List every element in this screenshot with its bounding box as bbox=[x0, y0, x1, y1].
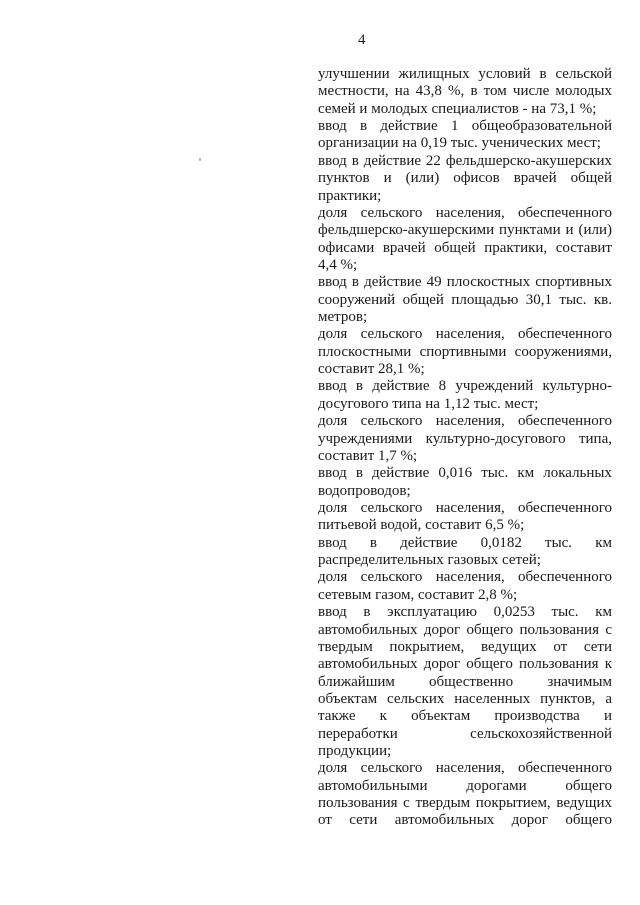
text-line: распределительных газовых сетей; bbox=[318, 552, 541, 569]
text-line: объектам сельских населенных пунктов, а bbox=[318, 690, 612, 707]
paragraph bbox=[318, 760, 612, 829]
text-line: ввод в действие 0,0182 тыс. км bbox=[318, 534, 612, 551]
page-number: 4 bbox=[358, 32, 366, 48]
text-line: метров; bbox=[318, 309, 368, 326]
text-line: от сети автомобильных дорог общего bbox=[318, 812, 612, 829]
text-line: ввод в действие 22 фельдшерско-акушерских bbox=[318, 152, 612, 169]
text-line: ввод в действие 49 плоскостных спортивных bbox=[318, 274, 612, 291]
text-line: пунктов и (или) офисов врачей общей bbox=[318, 170, 612, 187]
text-line: 4,4 %; bbox=[318, 256, 358, 273]
paragraph bbox=[318, 378, 612, 413]
text-line: доля сельского населения, обеспеченного bbox=[318, 760, 612, 777]
text-line: плоскостными спортивными сооружениями, bbox=[318, 343, 612, 360]
text-line: доля сельского населения, обеспеченного bbox=[318, 569, 612, 586]
text-line: сооружений общей площадью 30,1 тыс. кв. bbox=[318, 291, 612, 308]
text-line: также к объектам производства и bbox=[318, 708, 612, 725]
text-line: улучшении жилищных условий в сельской bbox=[318, 66, 612, 82]
text-line: доля сельского населения, обеспеченного bbox=[318, 499, 612, 516]
paragraph bbox=[318, 274, 612, 326]
text-line: доля сельского населения, обеспеченного bbox=[318, 204, 612, 221]
text-line: досугового типа на 1,12 тыс. мест; bbox=[318, 395, 539, 412]
scan-mark bbox=[199, 158, 201, 161]
text-line: доля сельского населения, обеспеченного bbox=[318, 413, 612, 430]
text-line: составит 28,1 %; bbox=[318, 361, 425, 378]
text-line: ввод в действие 8 учреждений культурно- bbox=[318, 378, 612, 395]
text-line: учреждениями культурно-досугового типа, bbox=[318, 430, 612, 447]
paragraph bbox=[318, 66, 612, 118]
text-line: составит 1,7 %; bbox=[318, 447, 418, 464]
paragraph bbox=[318, 413, 612, 465]
paragraph bbox=[318, 153, 612, 205]
document-body bbox=[318, 66, 612, 830]
paragraph bbox=[318, 535, 612, 570]
paragraph bbox=[318, 118, 612, 153]
text-line: водопроводов; bbox=[318, 482, 411, 499]
text-line: практики; bbox=[318, 187, 382, 204]
paragraph bbox=[318, 326, 612, 378]
text-line: ближайшим общественно значимым bbox=[318, 673, 612, 690]
text-line: автомобильных дорог общего пользования с bbox=[318, 621, 612, 638]
paragraph bbox=[318, 604, 612, 760]
paragraph bbox=[318, 205, 612, 274]
paragraph bbox=[318, 500, 612, 535]
text-line: пользования с твердым покрытием, ведущих bbox=[318, 795, 612, 812]
text-line: организации на 0,19 тыс. ученических мест; bbox=[318, 135, 601, 152]
text-line: переработки сельскохозяйственной bbox=[318, 725, 612, 742]
paragraph bbox=[318, 465, 612, 500]
text-line: сетевым газом, составит 2,8 %; bbox=[318, 586, 518, 603]
text-line: фельдшерско-акушерскими пунктами и (или) bbox=[318, 222, 612, 239]
text-line: семей и молодых специалистов - на 73,1 %; bbox=[318, 100, 597, 117]
text-line: продукции; bbox=[318, 743, 392, 760]
text-line: автомобильными дорогами общего bbox=[318, 777, 612, 794]
text-line: питьевой водой, составит 6,5 %; bbox=[318, 517, 525, 534]
text-line: местности, на 43,8 %, в том числе молодых bbox=[318, 83, 612, 100]
text-line: офисами врачей общей практики, составит bbox=[318, 239, 612, 256]
text-line: твердым покрытием, ведущих от сети bbox=[318, 638, 612, 655]
text-line: доля сельского населения, обеспеченного bbox=[318, 326, 612, 343]
text-line: ввод в действие 0,016 тыс. км локальных bbox=[318, 465, 612, 482]
text-line: ввод в действие 1 общеобразовательной bbox=[318, 118, 612, 135]
paragraph bbox=[318, 569, 612, 604]
text-line: ввод в эксплуатацию 0,0253 тыс. км bbox=[318, 604, 612, 621]
text-line: автомобильных дорог общего пользования к bbox=[318, 656, 612, 673]
